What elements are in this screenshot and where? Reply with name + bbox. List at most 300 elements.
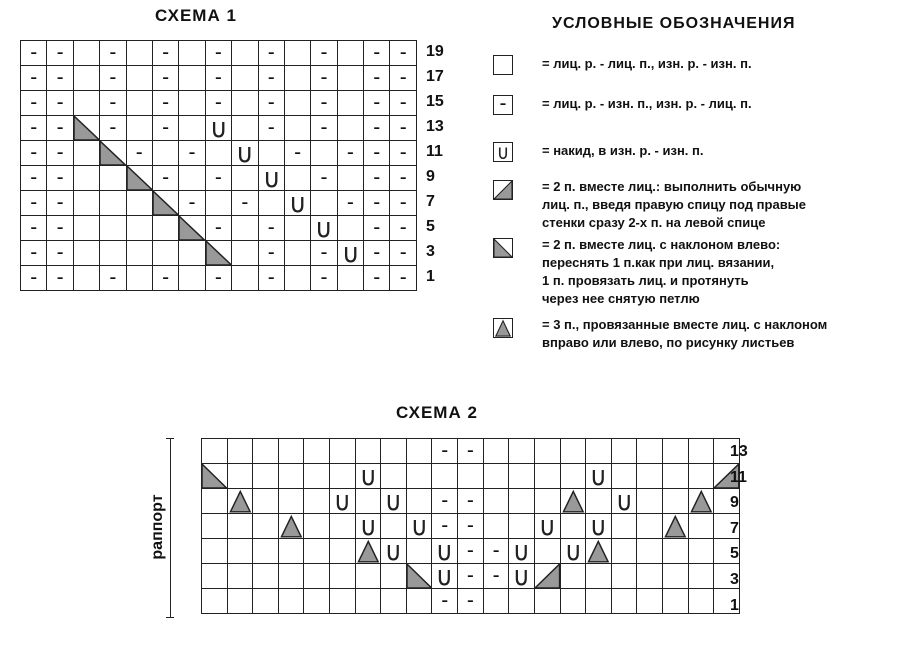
knit-symbol	[284, 266, 310, 291]
knit-symbol	[560, 439, 586, 464]
purl-symbol: –	[21, 66, 47, 91]
row-number: 1	[426, 268, 435, 285]
knit-symbol	[284, 216, 310, 241]
knit-symbol	[311, 141, 337, 166]
yarn-over-symbol	[406, 514, 432, 539]
knit-symbol	[509, 489, 535, 514]
purl-symbol: –	[152, 266, 178, 291]
knit-symbol	[232, 266, 258, 291]
legend-dash-symbol: –	[493, 95, 513, 115]
yarn-over-symbol	[284, 191, 310, 216]
legend-line: вправо или влево, по рисунку листьев	[542, 335, 795, 350]
purl-symbol: –	[390, 166, 417, 191]
yarn-over-symbol	[232, 141, 258, 166]
row-number: 15	[426, 93, 444, 110]
legend-left-symbol	[493, 238, 513, 258]
knit-symbol	[253, 489, 279, 514]
purl-symbol: –	[100, 91, 126, 116]
purl-symbol: –	[390, 241, 417, 266]
legend-right-symbol	[493, 180, 513, 200]
purl-symbol: –	[364, 266, 390, 291]
knit-symbol	[611, 564, 637, 589]
chart-row	[202, 514, 740, 539]
legend-description	[542, 236, 892, 308]
chart-row	[21, 191, 417, 216]
row-number: 1	[730, 596, 739, 614]
purl-symbol: –	[100, 41, 126, 66]
purl-symbol: –	[205, 41, 231, 66]
purl-symbol: –	[258, 241, 284, 266]
knit-symbol	[483, 464, 509, 489]
knit-symbol	[73, 91, 99, 116]
purl-symbol: –	[100, 66, 126, 91]
knit-2-together-left-symbol	[205, 241, 231, 266]
legend-line: = накид, в изн. р. - изн. п.	[542, 143, 704, 158]
knit-symbol	[232, 216, 258, 241]
knit-symbol	[278, 539, 304, 564]
knit-symbol	[278, 464, 304, 489]
knit-symbol	[688, 439, 714, 464]
knit-symbol	[329, 564, 355, 589]
knit-symbol	[458, 464, 484, 489]
knit-3-together-symbol	[560, 489, 586, 514]
knit-3-together-symbol	[688, 489, 714, 514]
knit-symbol	[179, 116, 205, 141]
knit-symbol	[126, 191, 152, 216]
purl-symbol: –	[47, 166, 73, 191]
knit-symbol	[381, 589, 407, 614]
legend-line: = лиц. р. - изн. п., изн. р. - лиц. п.	[542, 96, 752, 111]
knit-symbol	[337, 266, 363, 291]
purl-symbol: –	[100, 116, 126, 141]
knit-symbol	[329, 464, 355, 489]
knit-symbol	[179, 66, 205, 91]
knit-symbol	[663, 489, 689, 514]
purl-symbol: –	[205, 166, 231, 191]
purl-symbol: –	[152, 91, 178, 116]
knit-symbol	[126, 241, 152, 266]
yarn-over-symbol	[586, 514, 612, 539]
purl-symbol: –	[47, 241, 73, 266]
yarn-over-symbol	[560, 539, 586, 564]
purl-symbol: –	[205, 66, 231, 91]
purl-symbol: –	[337, 141, 363, 166]
row-number: 5	[426, 218, 435, 235]
purl-symbol: –	[458, 589, 484, 614]
knit-symbol	[311, 191, 337, 216]
chart-row	[202, 489, 740, 514]
legend-line: = 3 п., провязанные вместе лиц. с наклоном	[542, 317, 828, 332]
chart-row	[21, 266, 417, 291]
purl-symbol: –	[311, 241, 337, 266]
knit-symbol	[253, 589, 279, 614]
knit-symbol	[329, 539, 355, 564]
knit-symbol	[73, 66, 99, 91]
scheme-1-title: СХЕМА 1	[155, 6, 237, 25]
yarn-over-symbol	[586, 464, 612, 489]
chart-row	[21, 116, 417, 141]
purl-symbol: –	[21, 116, 47, 141]
purl-symbol: –	[458, 514, 484, 539]
knit-symbol	[637, 514, 663, 539]
knit-symbol	[637, 464, 663, 489]
knit-symbol	[535, 464, 561, 489]
chart-row	[21, 216, 417, 241]
knit-symbol	[202, 439, 228, 464]
knit-symbol	[126, 91, 152, 116]
knit-symbol	[284, 166, 310, 191]
knit-symbol	[202, 514, 228, 539]
purl-symbol: –	[284, 141, 310, 166]
purl-symbol: –	[390, 116, 417, 141]
knit-2-together-right-symbol	[535, 564, 561, 589]
knit-symbol	[483, 589, 509, 614]
purl-symbol: –	[311, 266, 337, 291]
knit-symbol	[126, 266, 152, 291]
knit-symbol	[337, 41, 363, 66]
scheme-1-chart	[20, 40, 417, 291]
row-number: 11	[730, 468, 747, 486]
row-number: 7	[426, 193, 435, 210]
purl-symbol: –	[458, 439, 484, 464]
purl-symbol: –	[390, 91, 417, 116]
purl-symbol: –	[205, 216, 231, 241]
knit-symbol	[227, 539, 253, 564]
knit-symbol	[637, 539, 663, 564]
purl-symbol: –	[432, 514, 458, 539]
purl-symbol: –	[258, 216, 284, 241]
knit-symbol	[253, 514, 279, 539]
knit-symbol	[100, 191, 126, 216]
knit-symbol	[637, 489, 663, 514]
knit-symbol	[381, 439, 407, 464]
legend-description	[542, 178, 892, 232]
purl-symbol: –	[483, 539, 509, 564]
legend-title: УСЛОВНЫЕ ОБОЗНАЧЕНИЯ	[552, 15, 796, 32]
knit-symbol	[688, 589, 714, 614]
knit-symbol	[202, 564, 228, 589]
knit-symbol	[253, 564, 279, 589]
row-number: 9	[730, 494, 739, 512]
knit-symbol	[258, 191, 284, 216]
knit-symbol	[152, 241, 178, 266]
yarn-over-symbol	[432, 539, 458, 564]
scheme-2-title: СХЕМА 2	[396, 403, 478, 422]
knit-symbol	[232, 91, 258, 116]
purl-symbol: –	[152, 116, 178, 141]
purl-symbol: –	[390, 191, 417, 216]
row-number: 13	[426, 118, 444, 135]
knit-symbol	[337, 216, 363, 241]
knit-symbol	[329, 589, 355, 614]
yarn-over-symbol	[509, 539, 535, 564]
knit-symbol	[205, 141, 231, 166]
purl-symbol: –	[179, 191, 205, 216]
knit-symbol	[560, 564, 586, 589]
knit-symbol	[637, 439, 663, 464]
knit-symbol	[179, 91, 205, 116]
knit-3-together-symbol	[227, 489, 253, 514]
purl-symbol: –	[311, 41, 337, 66]
purl-symbol: –	[390, 266, 417, 291]
knit-symbol	[284, 41, 310, 66]
legend-empty-symbol	[493, 55, 513, 75]
knit-symbol	[227, 514, 253, 539]
knit-2-together-left-symbol	[100, 141, 126, 166]
chart-row	[202, 439, 740, 464]
purl-symbol: –	[364, 141, 390, 166]
knit-symbol	[611, 589, 637, 614]
row-number: 9	[426, 168, 435, 185]
purl-symbol: –	[364, 66, 390, 91]
knit-symbol	[337, 66, 363, 91]
knit-symbol	[560, 514, 586, 539]
knit-3-together-symbol	[278, 514, 304, 539]
purl-symbol: –	[47, 141, 73, 166]
purl-symbol: –	[311, 91, 337, 116]
chart-row	[21, 41, 417, 66]
knit-symbol	[406, 589, 432, 614]
knit-symbol	[329, 439, 355, 464]
purl-symbol: –	[47, 91, 73, 116]
knit-symbol	[73, 266, 99, 291]
purl-symbol: –	[337, 191, 363, 216]
yarn-over-symbol	[611, 489, 637, 514]
knit-symbol	[179, 41, 205, 66]
knit-symbol	[253, 539, 279, 564]
knit-symbol	[329, 514, 355, 539]
purl-symbol: –	[258, 41, 284, 66]
row-number: 11	[426, 143, 443, 160]
knit-3-together-symbol	[586, 539, 612, 564]
purl-symbol: –	[205, 266, 231, 291]
knit-symbol	[304, 439, 330, 464]
knit-symbol	[637, 564, 663, 589]
chart-row	[202, 539, 740, 564]
knit-symbol	[560, 464, 586, 489]
knit-symbol	[278, 589, 304, 614]
knit-symbol	[611, 539, 637, 564]
purl-symbol: –	[364, 216, 390, 241]
knit-symbol	[381, 564, 407, 589]
purl-symbol: –	[152, 66, 178, 91]
knit-symbol	[304, 539, 330, 564]
knit-symbol	[688, 564, 714, 589]
purl-symbol: –	[432, 439, 458, 464]
yarn-over-symbol	[381, 489, 407, 514]
knit-2-together-left-symbol	[126, 166, 152, 191]
knit-symbol	[202, 489, 228, 514]
knit-symbol	[611, 464, 637, 489]
knit-symbol	[509, 514, 535, 539]
legend-line: лиц. п., введя правую спицу под правые	[542, 197, 807, 212]
knit-symbol	[179, 166, 205, 191]
yarn-over-symbol	[329, 489, 355, 514]
rapport-bracket-top	[166, 438, 174, 439]
knit-symbol	[381, 514, 407, 539]
knit-symbol	[73, 141, 99, 166]
purl-symbol: –	[21, 166, 47, 191]
knit-symbol	[179, 241, 205, 266]
chart-row	[21, 241, 417, 266]
purl-symbol: –	[364, 241, 390, 266]
knit-symbol	[663, 564, 689, 589]
knit-symbol	[535, 489, 561, 514]
chart-row	[202, 589, 740, 614]
knit-symbol	[337, 91, 363, 116]
purl-symbol: –	[311, 116, 337, 141]
legend-line: переснять 1 п.как при лиц. вязании,	[542, 255, 775, 270]
yarn-over-symbol	[535, 514, 561, 539]
row-number: 7	[730, 519, 739, 537]
knit-symbol	[355, 589, 381, 614]
knit-symbol	[483, 439, 509, 464]
knit-symbol	[535, 539, 561, 564]
yarn-over-symbol	[355, 514, 381, 539]
knit-symbol	[509, 589, 535, 614]
yarn-over-symbol	[381, 539, 407, 564]
purl-symbol: –	[390, 141, 417, 166]
knit-3-together-symbol	[663, 514, 689, 539]
knit-symbol	[586, 439, 612, 464]
knit-symbol	[284, 91, 310, 116]
legend-line: = 2 п. вместе лиц. с наклоном влево:	[542, 237, 781, 252]
yarn-over-symbol	[337, 241, 363, 266]
knit-symbol	[202, 589, 228, 614]
row-number: 3	[730, 571, 739, 588]
knit-symbol	[304, 589, 330, 614]
purl-symbol: –	[100, 266, 126, 291]
purl-symbol: –	[258, 266, 284, 291]
knit-symbol	[232, 41, 258, 66]
knit-symbol	[406, 489, 432, 514]
knit-symbol	[253, 439, 279, 464]
row-number: 3	[426, 243, 435, 260]
legend-description	[542, 142, 892, 160]
knit-symbol	[73, 191, 99, 216]
knit-symbol	[586, 564, 612, 589]
scheme-2-chart	[201, 438, 740, 614]
knit-symbol	[202, 539, 228, 564]
purl-symbol: –	[47, 116, 73, 141]
legend-line: через нее снятую петлю	[542, 291, 700, 306]
yarn-over-symbol	[509, 564, 535, 589]
purl-symbol: –	[179, 141, 205, 166]
purl-symbol: –	[364, 91, 390, 116]
legend-description	[542, 95, 892, 113]
yarn-over-symbol	[311, 216, 337, 241]
chart-row	[202, 464, 740, 489]
knit-symbol	[509, 464, 535, 489]
knit-symbol	[406, 439, 432, 464]
knit-symbol	[406, 464, 432, 489]
purl-symbol: –	[21, 191, 47, 216]
knit-symbol	[232, 241, 258, 266]
purl-symbol: –	[152, 166, 178, 191]
knit-symbol	[278, 564, 304, 589]
knit-symbol	[73, 241, 99, 266]
rapport-bracket-bottom	[166, 617, 174, 618]
purl-symbol: –	[390, 41, 417, 66]
knit-symbol	[126, 66, 152, 91]
purl-symbol: –	[364, 116, 390, 141]
knit-symbol	[337, 116, 363, 141]
purl-symbol: –	[258, 91, 284, 116]
row-number: 13	[730, 443, 748, 460]
knit-symbol	[304, 489, 330, 514]
knit-symbol	[227, 439, 253, 464]
knit-symbol	[432, 464, 458, 489]
purl-symbol: –	[47, 266, 73, 291]
knit-2-together-left-symbol	[406, 564, 432, 589]
rapport-bracket	[170, 438, 171, 618]
knit-symbol	[152, 216, 178, 241]
knit-symbol	[586, 489, 612, 514]
chart-row	[21, 166, 417, 191]
purl-symbol: –	[21, 91, 47, 116]
row-number: 19	[426, 43, 444, 60]
knit-symbol	[304, 564, 330, 589]
legend-description	[542, 55, 892, 73]
knit-symbol	[227, 589, 253, 614]
yarn-over-symbol	[355, 464, 381, 489]
knit-symbol	[73, 41, 99, 66]
purl-symbol: –	[21, 141, 47, 166]
chart-row	[21, 141, 417, 166]
purl-symbol: –	[47, 191, 73, 216]
purl-symbol: –	[258, 116, 284, 141]
purl-symbol: –	[47, 41, 73, 66]
rapport-label: раппорт	[149, 488, 167, 565]
purl-symbol: –	[21, 216, 47, 241]
knit-symbol	[688, 514, 714, 539]
knit-symbol	[355, 564, 381, 589]
knit-2-together-left-symbol	[152, 191, 178, 216]
knit-symbol	[355, 439, 381, 464]
knit-symbol	[663, 464, 689, 489]
row-number: 17	[426, 68, 444, 85]
purl-symbol: –	[364, 191, 390, 216]
knit-symbol	[663, 439, 689, 464]
purl-symbol: –	[311, 166, 337, 191]
legend-line: стенки сразу 2-х п. на левой спице	[542, 215, 766, 230]
knit-symbol	[73, 166, 99, 191]
chart-row	[21, 91, 417, 116]
purl-symbol: –	[21, 41, 47, 66]
knit-symbol	[227, 464, 253, 489]
knit-2-together-left-symbol	[202, 464, 228, 489]
knit-symbol	[258, 141, 284, 166]
legend-line: 1 п. провязать лиц. и протянуть	[542, 273, 749, 288]
knit-symbol	[355, 489, 381, 514]
knit-symbol	[253, 464, 279, 489]
knit-symbol	[304, 514, 330, 539]
knit-symbol	[688, 464, 714, 489]
knit-2-together-left-symbol	[73, 116, 99, 141]
knit-symbol	[637, 589, 663, 614]
knit-symbol	[483, 489, 509, 514]
knit-symbol	[337, 166, 363, 191]
purl-symbol: –	[232, 191, 258, 216]
purl-symbol: –	[364, 166, 390, 191]
purl-symbol: –	[458, 539, 484, 564]
knit-2-together-left-symbol	[179, 216, 205, 241]
purl-symbol: –	[432, 589, 458, 614]
purl-symbol: –	[311, 66, 337, 91]
chart-row	[202, 564, 740, 589]
purl-symbol: –	[126, 141, 152, 166]
yarn-over-symbol	[432, 564, 458, 589]
